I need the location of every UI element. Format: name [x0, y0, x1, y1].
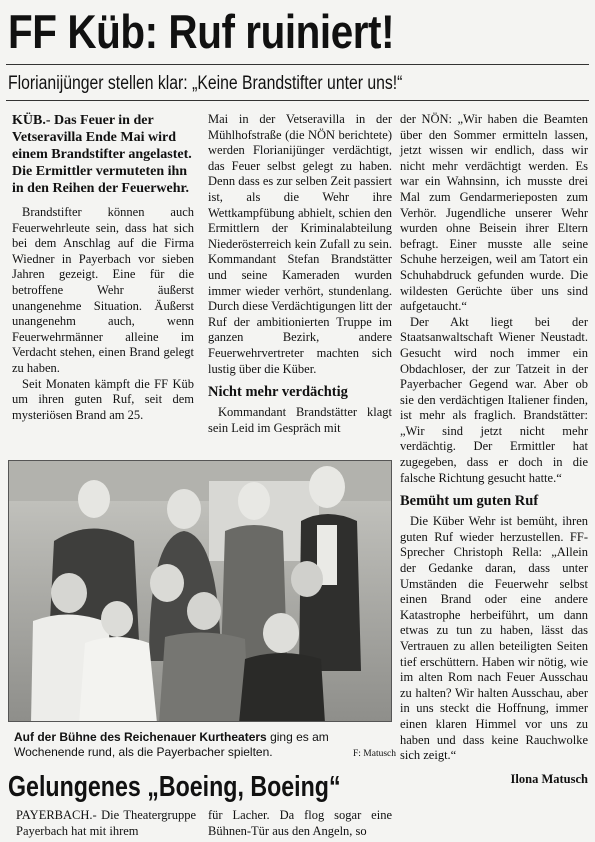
- second-article-headline: Gelungenes „Boeing, Boeing“: [8, 771, 341, 803]
- group-photo: [8, 460, 392, 722]
- second-article-column-1: [16, 808, 196, 839]
- second-article-column-2: [208, 808, 392, 839]
- article-column-1: [12, 112, 194, 423]
- paragraph: Seit Monaten kämpft die FF Küb um ihren guten Ruf, seit dem mysteriösen Brand am 25.: [12, 376, 194, 422]
- group-photo-image: [9, 461, 392, 722]
- paragraph: Die Küber Wehr ist bemüht, ihren guten Ruf wieder herzustellen. FF-Sprecher Christoph Rella: „Allein der Gedanke daran, dass unter Umständen die Feuerwehr selbst einen Brand oder eine andere Katastrophe herbeiführt, um dann etwas zu tun zu haben, lässt das Vertrauen zu allen beteiligten Seiten tief erschüttern. Haben wir nötig, wie im alten Rom nach Feuer Ausschau zu halten? Wir halten Ausschau, aber in uns steckt die Hoffnung, immer einen klaren Himmel vor uns zu haben und dass keine Rauchwolke sich zeigt.“: [400, 514, 588, 763]
- paragraph: Kommandant Brandstätter klagt sein Leid im Gespräch mit: [208, 405, 392, 435]
- paragraph: Brandstifter können auch Feuerwehrleute sein, dass hat sich bei dem Anschlag auf die Firma Wiedner in Payerbach vor sieben Jahren gezeigt. Eine für die betroffene Wehr äußerst unangenehme Situation. Äußerst unangenehm auch, wenn Feuerwehrmänner alleine im Verdacht stehen, einen Brand gelegt zu haben.: [12, 205, 194, 375]
- author-byline: Ilona Matusch: [510, 771, 588, 786]
- section-subhead: Nicht mehr verdächtig: [208, 384, 348, 401]
- section-subhead: Bemüht um guten Ruf: [400, 493, 539, 510]
- paragraph: der NÖN: „Wir haben die Beamten über den Sommer ermitteln lassen, jetzt wissen wir endlich, dass wir nicht mehr verdächtigt werden. Es war ein Wahnsinn, ich musste drei Mal zum Gendarmerieposten zum Verhör. Jugendliche unserer Wehr wurden ohne Beisein ihrer Eltern befragt. Einer musste alle seine Schuhe herzeigen, weil am Tatort ein Schuhabdruck gefunden wurde. Die wildesten Gerüchte über uns sind aufgetaucht.“: [400, 112, 588, 314]
- paragraph: Mai in der Vetseravilla in der Mühlhofstraße (die NÖN berichtete) werden Florianijünger verdächtigt, das Feuer selbst gelegt zu haben. Denn dass es zur selben Zeit passiert ist, als die Wehr ihre Wettkampfübung abhielt, schien den Ermittlern der Kriminalabteilung Niederösterreich kein Zufall zu sein. Kommandant Stefan Brandstätter und seine Kameraden wurden immer wieder verhört, stundenlang. Durch diese Verdächtigungen litt der Ruf der ambitionierten Truppe im ganzen Bezirk, andere Feuerwehrvertreter machten sich lustig über die Küber.: [208, 112, 392, 376]
- caption-text: ging es am Wochenende rund, als die Payerbacher spielten.: [14, 730, 329, 759]
- subheadline: Florianijünger stellen klar: „Keine Brandstifter unter uns!“: [8, 73, 403, 94]
- headline: FF Küb: Ruf ruiniert!: [8, 5, 395, 58]
- article-column-3: [400, 112, 588, 787]
- paragraph: PAYERBACH.- Die Theatergruppe Payerbach hat mit ihrem: [16, 808, 196, 838]
- article-lead: KÜB.- Das Feuer in der Vetseravilla Ende Mai wird einem Brandstifter angelastet. Die Ermittler vermuteten ihn in den Reihen der Feuerwehr.: [12, 113, 192, 196]
- caption-bold: Auf der Bühne des Reichenauer Kurtheaters: [14, 730, 267, 744]
- article-column-2: [208, 112, 392, 436]
- headline-rule: [6, 64, 589, 65]
- paragraph: für Lacher. Da flog sogar eine Bühnen-Tür aus den Angeln, so: [208, 808, 392, 838]
- paragraph: Der Akt liegt bei der Staatsanwaltschaft Wiener Neustadt. Gesucht wird noch immer ein Obdachloser, der zur Tatzeit in der Payerbacher Gegend war. Aber ob sie den verdächtigen Italiener finden, ist mehr als fraglich. Brandstätter: „Wir sind jetzt nicht mehr verdächtig. Der Ermittler hat zugegeben, dass er doch in die falsche Richtung gesucht hatte.“: [400, 314, 588, 485]
- subheadline-rule: [6, 100, 589, 101]
- photo-caption: [14, 730, 396, 762]
- photo-credit: F: Matusch: [352, 749, 396, 759]
